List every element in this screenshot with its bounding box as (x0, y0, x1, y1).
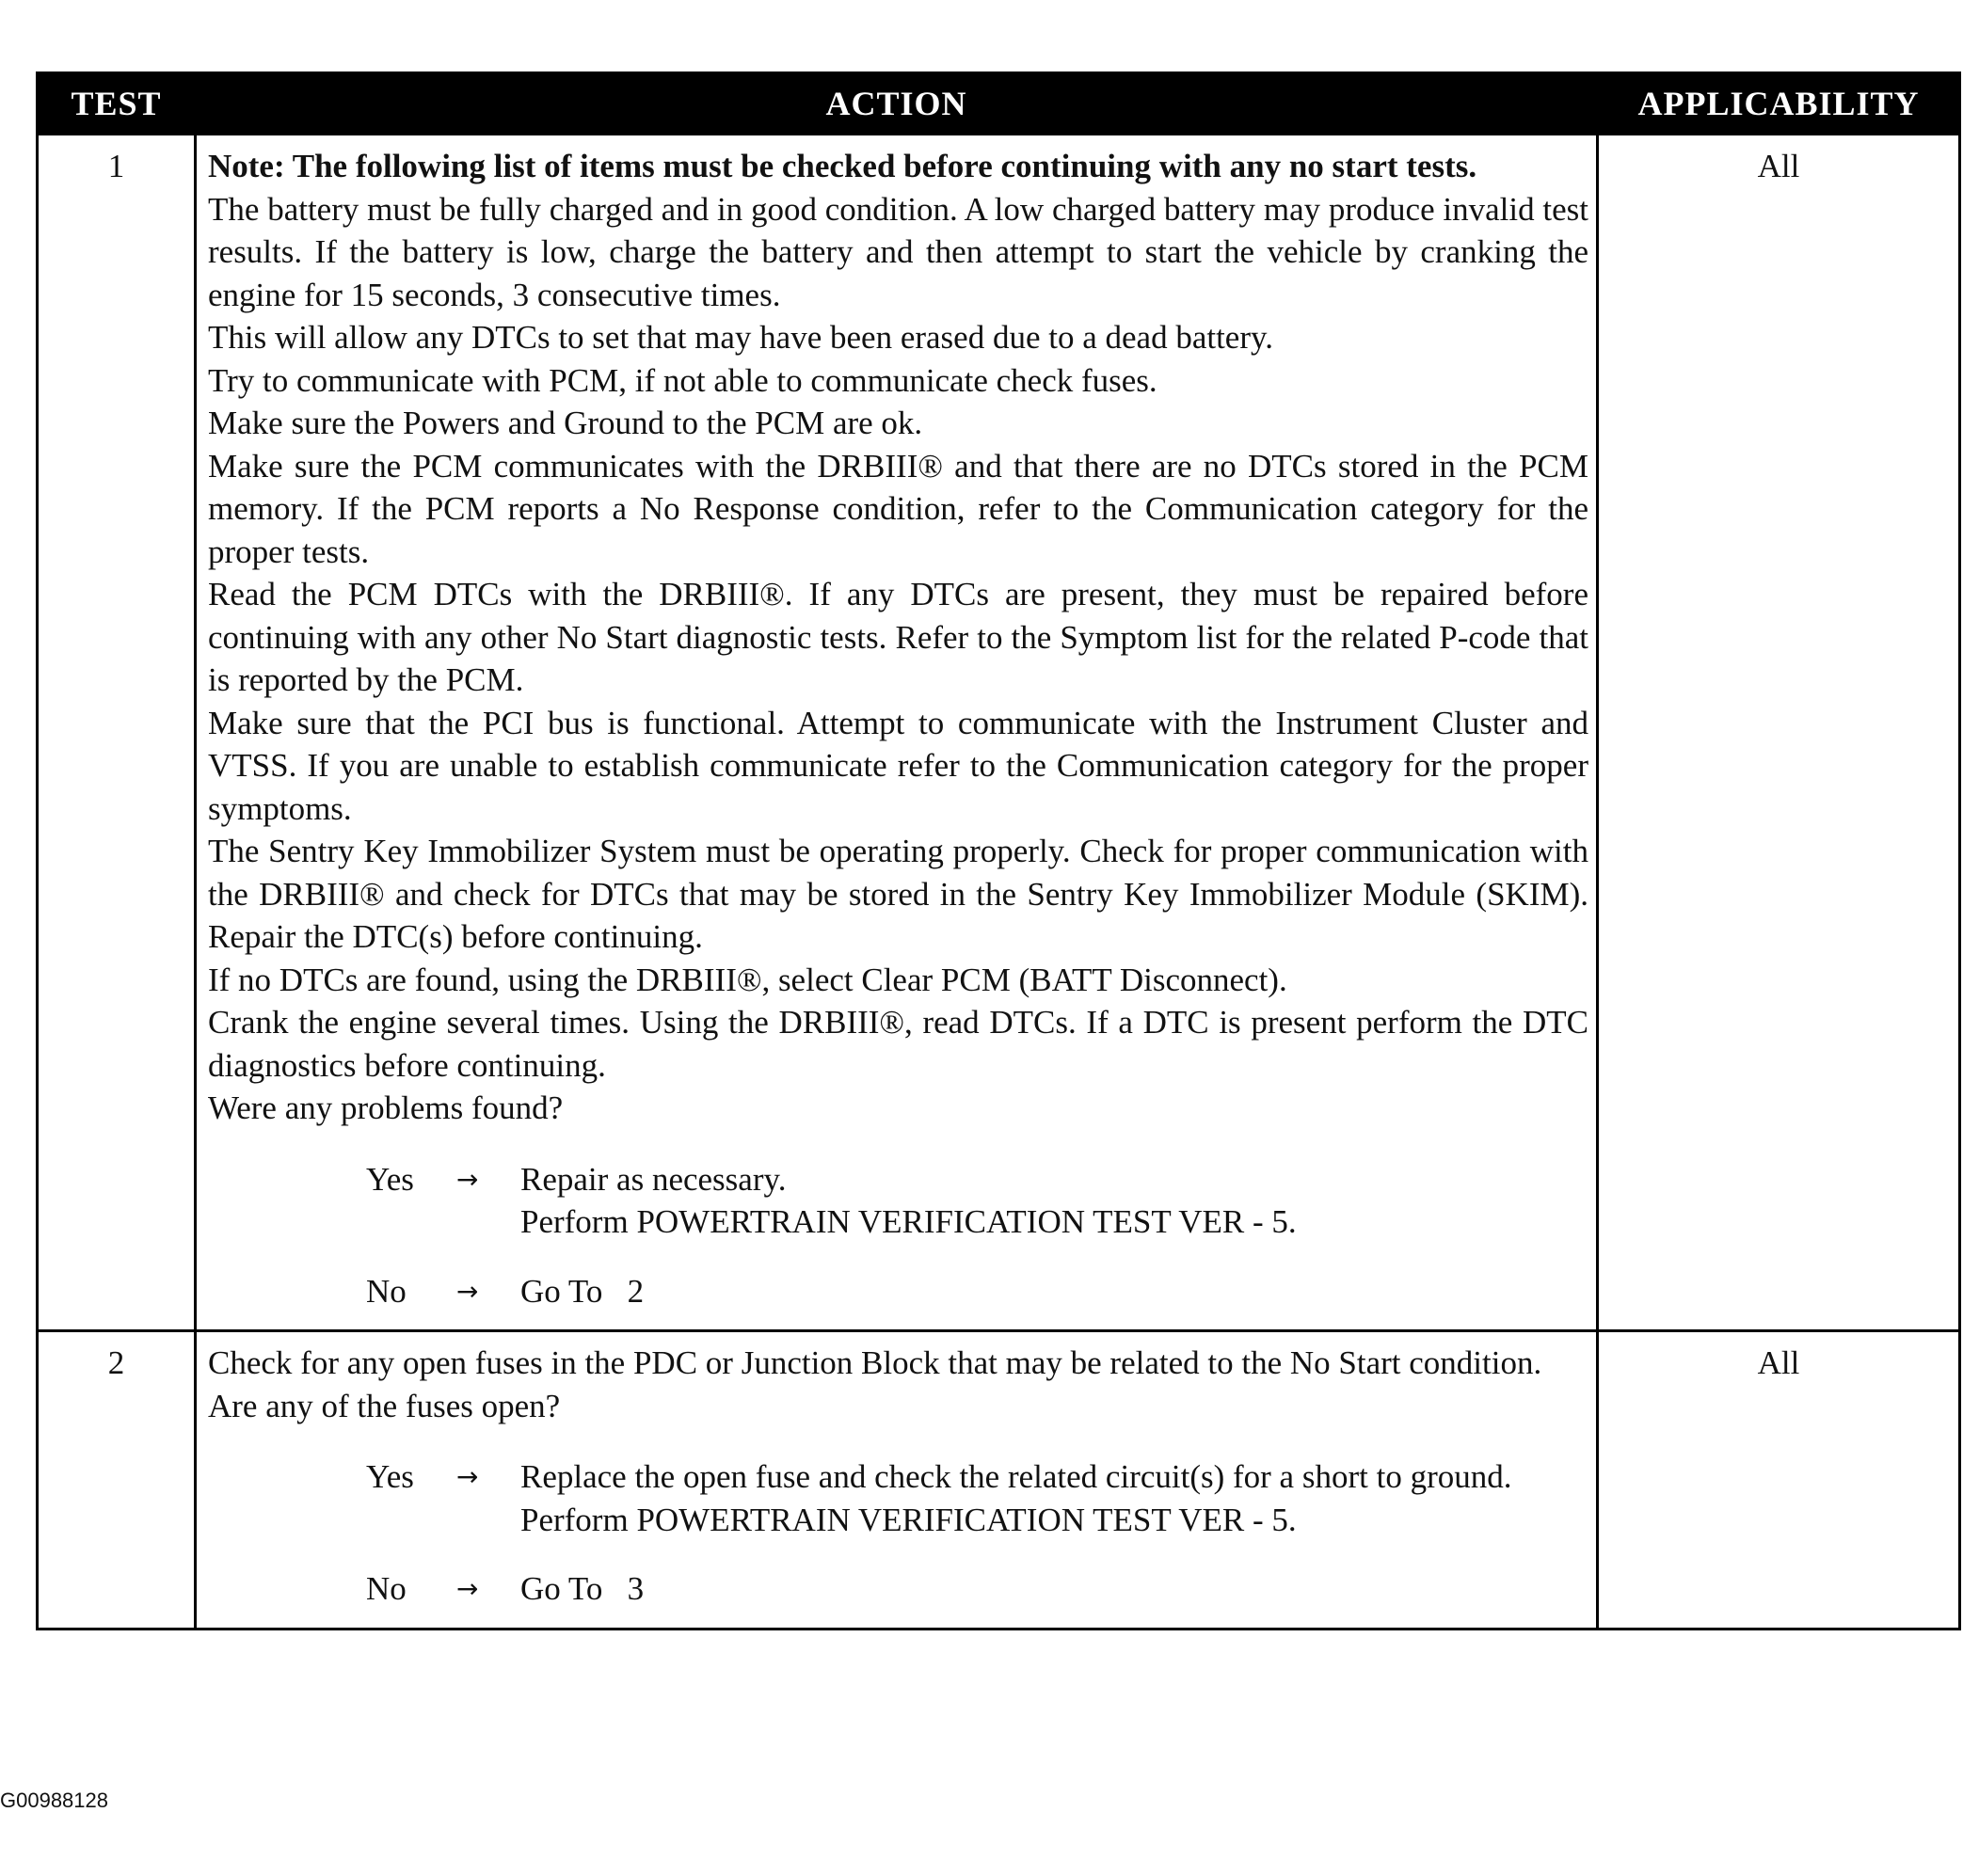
no-label: No (366, 1272, 407, 1310)
yes-answer (208, 1455, 1588, 1541)
yes-answer (208, 1158, 1588, 1244)
action-cell (196, 135, 1598, 1331)
action-paragraph: Try to communicate with PCM, if not able to communicate check fuses. (208, 361, 1157, 399)
action-paragraph: Read the PCM DTCs with the DRBIII®. If any DTCs are present, they must be repaired before continuing with any other No Start diagnostic tests. Refer to the Symptom list for the related P-code that is reported by the PCM. (208, 576, 1588, 698)
arrow-right-icon: → (456, 1461, 479, 1492)
action-paragraph: Crank the engine several times. Using the DRBIII®, read DTCs. If a DTC is present perform the DTC diagnostics before continuing. (208, 1004, 1588, 1084)
yes-result-line: Replace the open fuse and check the related circuit(s) for a short to ground. (520, 1458, 1512, 1495)
arrow-right-icon: → (456, 1163, 479, 1195)
yes-result (520, 1158, 1588, 1244)
action-cell (196, 1331, 1598, 1630)
no-answer (208, 1270, 1588, 1313)
figure-id: G00988128 (0, 1789, 108, 1812)
action-paragraph: Make sure the PCM communicates with the DRBIII® and that there are no DTCs stored in the PCM memory. If the PCM reports a No Response condition, refer to the Communication category for the proper tests. (208, 447, 1588, 570)
diagnostic-test-table (36, 72, 1961, 1630)
yes-result-line: Perform POWERTRAIN VERIFICATION TEST VER - 5. (520, 1501, 1297, 1538)
action-paragraph: This will allow any DTCs to set that may have been erased due to a dead battery. (208, 319, 1273, 356)
question-text: Are any of the fuses open? (208, 1387, 561, 1424)
yes-result-line: Perform POWERTRAIN VERIFICATION TEST VER - 5. (520, 1203, 1297, 1240)
action-paragraph: Make sure the Powers and Ground to the PCM are ok. (208, 405, 923, 441)
no-answer (208, 1567, 1588, 1611)
note-text: Note: The following list of items must be checked before continuing with any no start tests. (208, 148, 1477, 184)
no-label: No (366, 1570, 407, 1607)
applicability-cell: All (1598, 135, 1960, 1331)
yes-result (520, 1455, 1588, 1541)
test-number: 2 (38, 1331, 196, 1630)
header-action: ACTION (196, 73, 1598, 135)
arrow-right-icon: → (456, 1275, 479, 1307)
action-paragraph: Make sure that the PCI bus is functional. Attempt to communicate with the Instrument Cluster and VTSS. If you are unable to establish communicate refer to the Communication category for the proper symptoms. (208, 704, 1588, 827)
header-test: TEST (38, 73, 196, 135)
header-applicability: APPLICABILITY (1598, 73, 1960, 135)
question-text: Were any problems found? (208, 1089, 564, 1126)
yes-label: Yes (366, 1458, 414, 1495)
applicability-cell: All (1598, 1331, 1960, 1630)
action-paragraph: The Sentry Key Immobilizer System must be operating properly. Check for proper communication with the DRBIII® and check for DTCs that may be stored in the Sentry Key Immobilizer Module (SKIM). Repair the DTC(s) before continuing. (208, 833, 1588, 955)
no-result: Go To 2 (520, 1272, 645, 1310)
action-paragraph: If no DTCs are found, using the DRBIII®, select Clear PCM (BATT Disconnect). (208, 961, 1287, 998)
yes-label: Yes (366, 1160, 414, 1198)
arrow-right-icon: → (456, 1573, 479, 1604)
no-result: Go To 3 (520, 1570, 645, 1607)
table-row (38, 135, 1960, 1331)
table-header-row (38, 73, 1960, 135)
table-row (38, 1331, 1960, 1630)
yes-result-line: Repair as necessary. (520, 1160, 787, 1198)
test-number: 1 (38, 135, 196, 1331)
action-paragraph: The battery must be fully charged and in good condition. A low charged battery may produce invalid test results. If the battery is low, charge the battery and then attempt to start the vehicle by cranking the engine for 15 seconds, 3 consecutive times. (208, 190, 1588, 313)
action-paragraph: Check for any open fuses in the PDC or Junction Block that may be related to the No Start condition. (208, 1344, 1542, 1381)
